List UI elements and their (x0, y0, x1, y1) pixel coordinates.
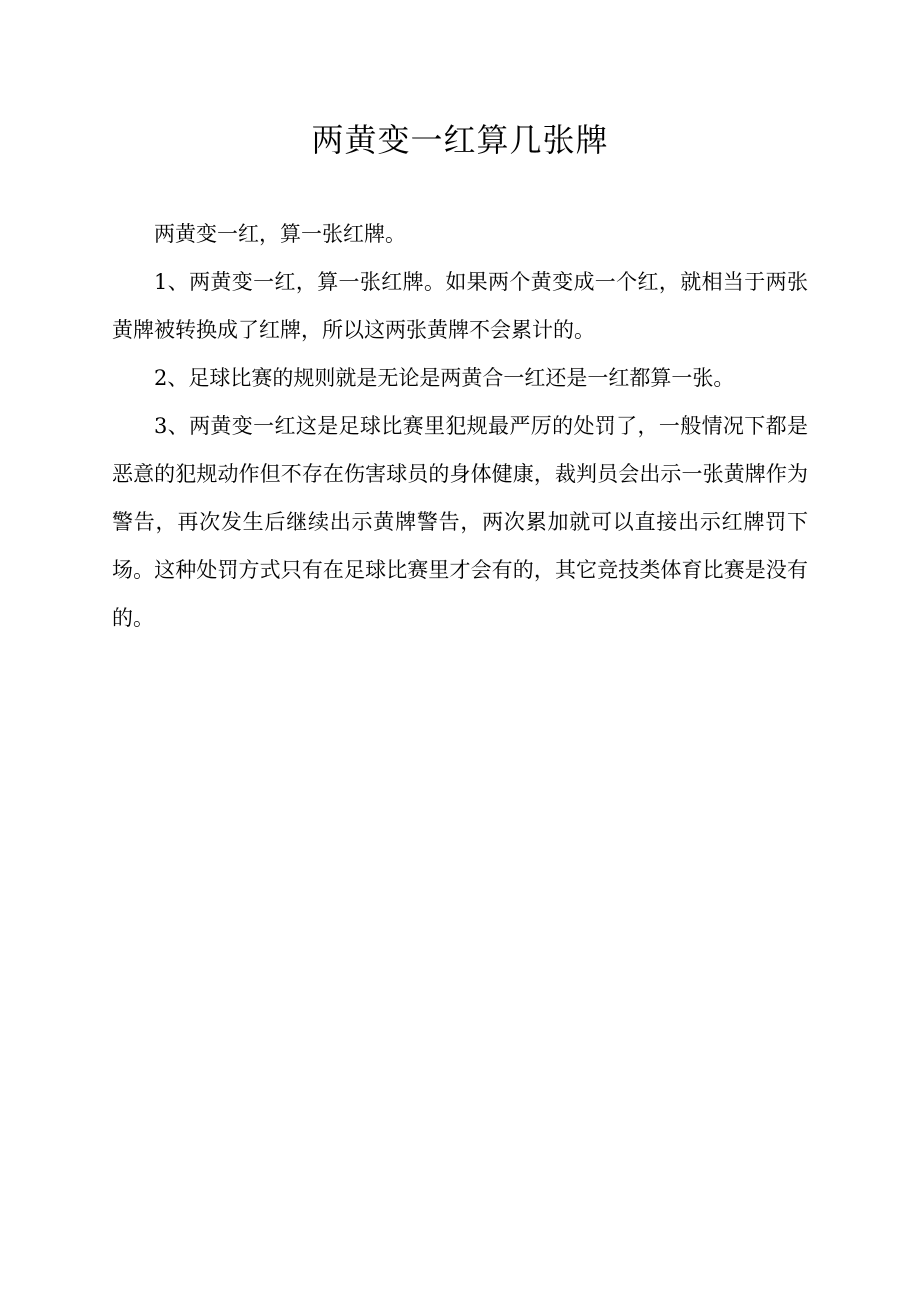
document-title: 两黄变一红算几张牌 (311, 121, 609, 159)
paragraph-point-1: 1、两黄变一红，算一张红牌。如果两个黄变成一个红，就相当于两张黄牌被转换成了红牌，所以这两张黄牌不会累计的。 (112, 270, 808, 342)
document-body (112, 210, 808, 642)
paragraph-summary: 两黄变一红，算一张红牌。 (154, 222, 406, 246)
paragraph-point-3: 3、两黄变一红这是足球比赛里犯规最严厉的处罚了，一般情况下都是恶意的犯规动作但不存在伤害球员的身体健康，裁判员会出示一张黄牌作为警告，再次发生后继续出示黄牌警告，两次累加就可以直接出示红牌罚下场。这种处罚方式只有在足球比赛里才会有的，其它竞技类体育比赛是没有的。 (112, 414, 808, 630)
paragraph-point-2: 2、足球比赛的规则就是无论是两黄合一红还是一红都算一张。 (154, 366, 735, 390)
